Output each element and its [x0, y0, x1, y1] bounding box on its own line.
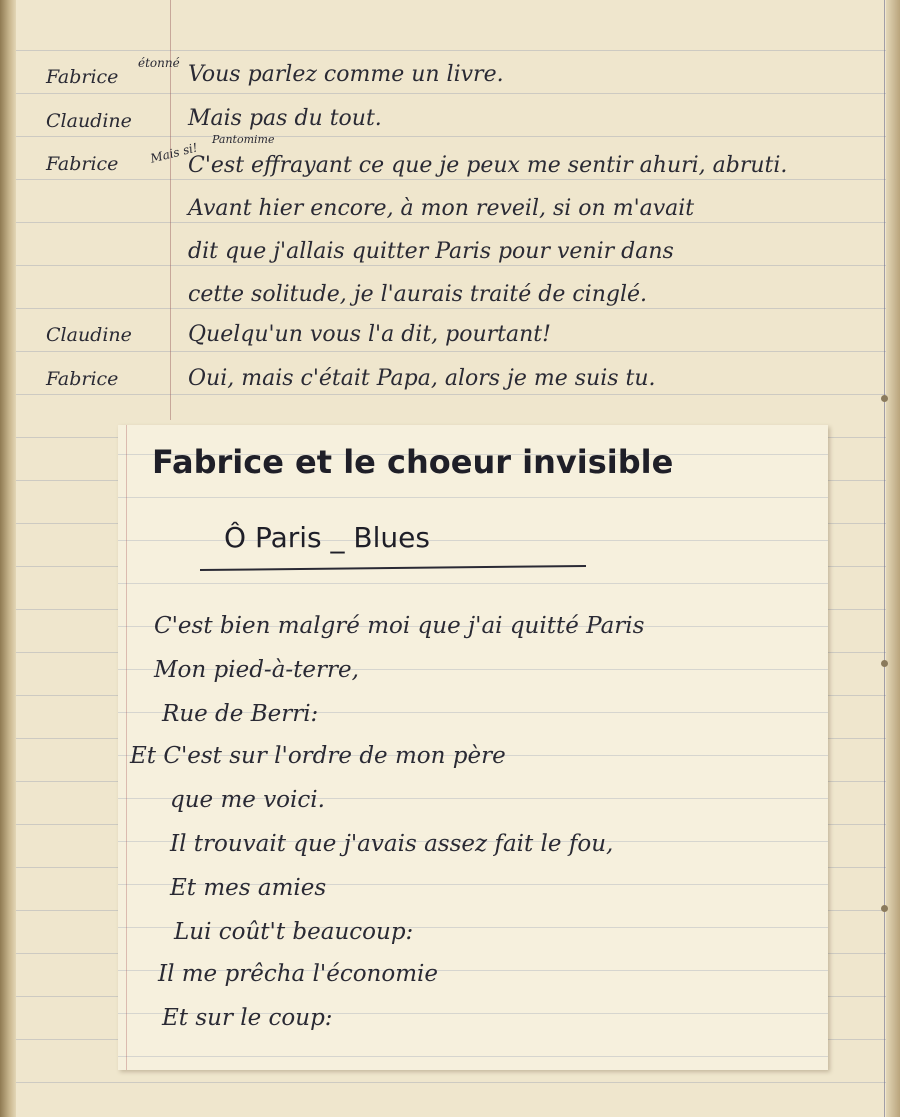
binding-hole — [881, 395, 888, 402]
dialogue-line: Avant hier encore, à mon reveil, si on m'avait — [188, 196, 695, 221]
song-line: Et sur le coup: — [162, 1005, 333, 1031]
insert-margin-line — [126, 425, 127, 1070]
dialogue-line: dit que j'allais quitter Paris pour venir dans — [188, 239, 674, 264]
song-line: C'est bien malgré moi que j'ai quitté Paris — [154, 613, 645, 639]
dialogue-line: cette solitude, je l'aurais traité de cinglé. — [188, 282, 648, 307]
song-line: Mon pied-à-terre, — [154, 657, 359, 683]
dialogue-line: Mais pas du tout. — [188, 106, 382, 131]
binding-hole — [881, 660, 888, 667]
right-margin-line — [884, 0, 885, 1117]
song-line: Et mes amies — [170, 875, 327, 901]
song-subtitle: Ô Paris _ Blues — [224, 521, 430, 554]
song-line: Il me prêcha l'économie — [158, 961, 438, 987]
song-line: Il trouvait que j'avais assez fait le fou, — [170, 831, 614, 857]
speaker-label: Fabrice — [46, 66, 119, 88]
page-edge — [886, 0, 900, 1117]
subtitle-underline — [200, 565, 586, 571]
stage-note-mais-si: Mais si! — [149, 140, 200, 166]
song-line: Lui coût't beaucoup: — [174, 919, 414, 945]
stage-note-pantomime: Pantomime — [212, 133, 275, 146]
dialogue-line: Oui, mais c'était Papa, alors je me suis tu. — [188, 366, 656, 391]
song-title: Fabrice et le choeur invisible — [152, 443, 674, 481]
dialogue-line: Vous parlez comme un livre. — [188, 62, 504, 87]
dialogue-line: Quelqu'un vous l'a dit, pourtant! — [188, 322, 551, 347]
speaker-label: Fabrice — [46, 153, 119, 175]
song-line: Et C'est sur l'ordre de mon père — [130, 743, 506, 769]
stage-note-etonne: étonné — [138, 56, 180, 70]
speaker-label: Fabrice — [46, 368, 119, 390]
pasted-song-sheet — [118, 425, 828, 1070]
song-line: que me voici. — [170, 787, 325, 813]
speaker-label: Claudine — [46, 110, 132, 132]
notebook-binding — [0, 0, 16, 1117]
dialogue-line: C'est effrayant ce que je peux me sentir ahuri, abruti. — [188, 153, 788, 178]
binding-hole — [881, 905, 888, 912]
speaker-label: Claudine — [46, 324, 132, 346]
song-line: Rue de Berri: — [162, 701, 319, 727]
